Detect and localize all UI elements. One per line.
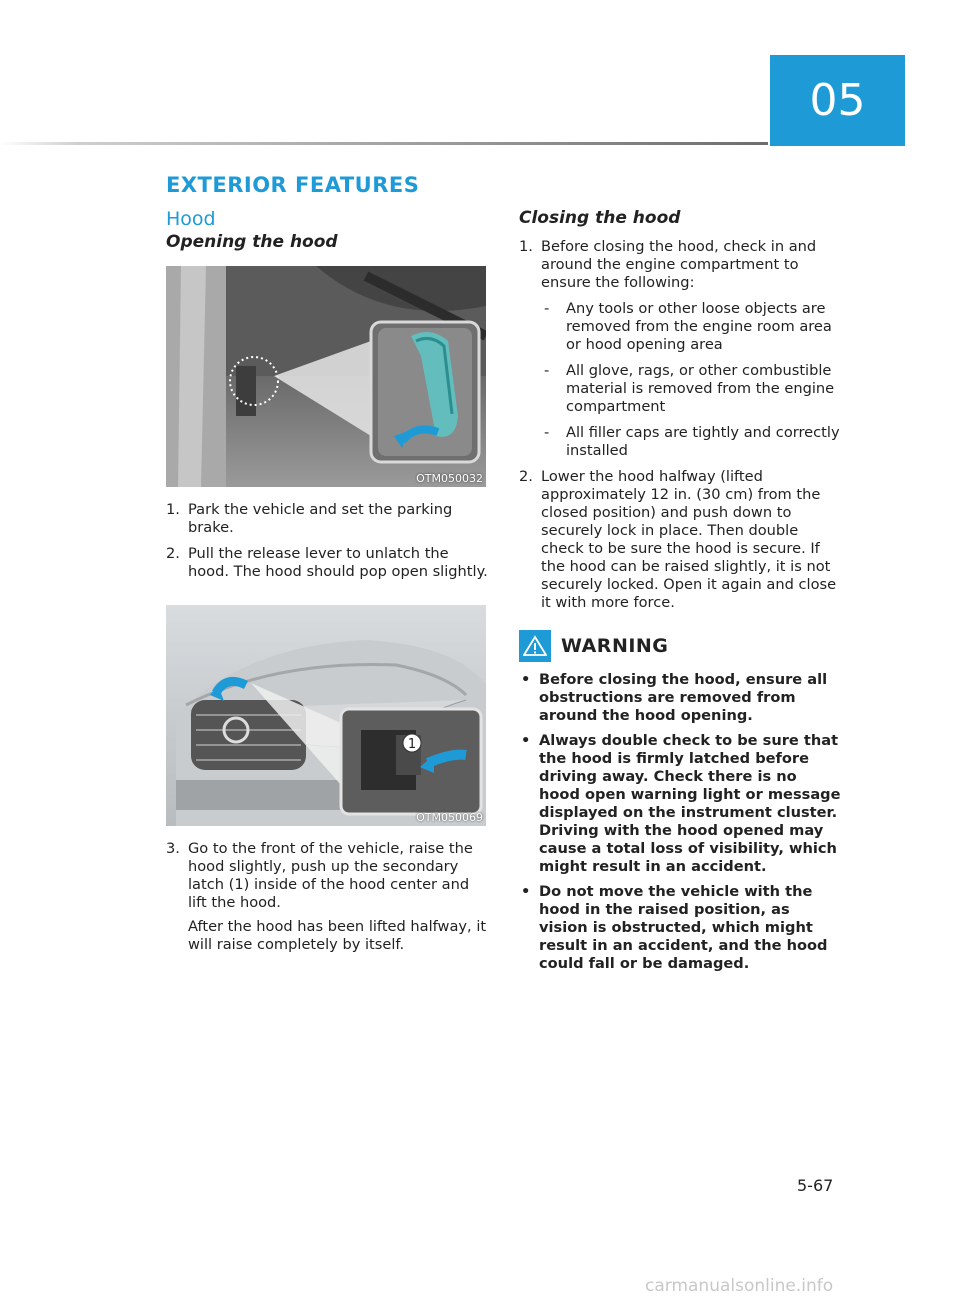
warning-header	[519, 630, 841, 662]
right-column	[519, 208, 841, 980]
step-number: 2.	[166, 545, 180, 562]
opening-steps-continued	[166, 840, 488, 954]
step-text: Pull the release lever to unlatch the hood. The hood should pop open slightly.	[188, 545, 488, 580]
step-number: 3.	[166, 840, 180, 857]
step-number: 1.	[166, 501, 180, 518]
opening-steps	[166, 501, 488, 581]
warning-title: WARNING	[561, 635, 669, 657]
hood-release-lever-illustration	[166, 266, 486, 487]
step-number: 1.	[519, 238, 533, 255]
opening-hood-heading: Opening the hood	[166, 232, 338, 252]
warning-box	[519, 630, 841, 973]
step-text: Park the vehicle and set the parking brake.	[188, 501, 453, 536]
secondary-latch-illustration	[166, 605, 486, 826]
section-title: EXTERIOR FEATURES	[166, 173, 420, 197]
step-note: After the hood has been lifted halfway, it will raise completely by itself.	[188, 918, 487, 953]
figure-code: OTM050069	[416, 811, 483, 824]
step-item	[519, 468, 841, 612]
step-item	[519, 238, 841, 460]
warning-item: • Always double check to be sure that the hood is firmly latched before driving away. Check there is no hood open warning light or message displayed on the instrument cluster. Driving with the hood opened may cause a total loss of visibility, which might result in an accident.	[519, 732, 841, 876]
left-column	[166, 208, 488, 962]
step-text: Before closing the hood, check in and around the engine compartment to ensure the following:	[541, 238, 817, 291]
warning-item: • Do not move the vehicle with the hood in the raised position, as vision is obstructed, which might result in an accident, and the hood could fall or be damaged.	[519, 883, 841, 973]
checklist-item: - Any tools or other loose objects are removed from the engine room area or hood opening area	[541, 300, 841, 354]
warning-item: • Before closing the hood, ensure all obstructions are removed from around the hood opening.	[519, 671, 841, 725]
secondary-latch-figure	[166, 605, 486, 826]
step-item	[166, 545, 488, 581]
closing-hood-heading: Closing the hood	[519, 208, 681, 228]
watermark: carmanualsonline.info	[645, 1276, 834, 1296]
chapter-number: 05	[809, 75, 866, 126]
hood-heading: Hood	[166, 208, 216, 230]
step-item	[166, 840, 488, 954]
closing-steps	[519, 238, 841, 612]
step-text: Go to the front of the vehicle, raise the hood slightly, push up the secondary latch (1) inside of the hood center and lift the hood.	[188, 840, 473, 911]
step-item	[166, 501, 488, 537]
checklist	[541, 300, 841, 460]
page-number: 5-67	[797, 1176, 834, 1195]
figure-callout-number: 1	[407, 737, 417, 752]
step-text: Lower the hood halfway (lifted approximately 12 in. (30 cm) from the closed position) and push down to securely lock in place. Then double check to be sure the hood is secure. If the hood can be raised slightly, it is not securely locked. Open it again and close it with more force.	[541, 468, 837, 611]
warning-list	[519, 671, 841, 973]
header-rule	[0, 142, 768, 145]
warning-triangle-icon	[519, 630, 551, 662]
figure-code: OTM050032	[416, 472, 483, 485]
chapter-tab	[770, 55, 905, 146]
checklist-item: - All filler caps are tightly and correctly installed	[541, 424, 841, 460]
hood-release-lever-figure	[166, 266, 486, 487]
step-number: 2.	[519, 468, 533, 485]
checklist-item: - All glove, rags, or other combustible material is removed from the engine compartment	[541, 362, 841, 416]
